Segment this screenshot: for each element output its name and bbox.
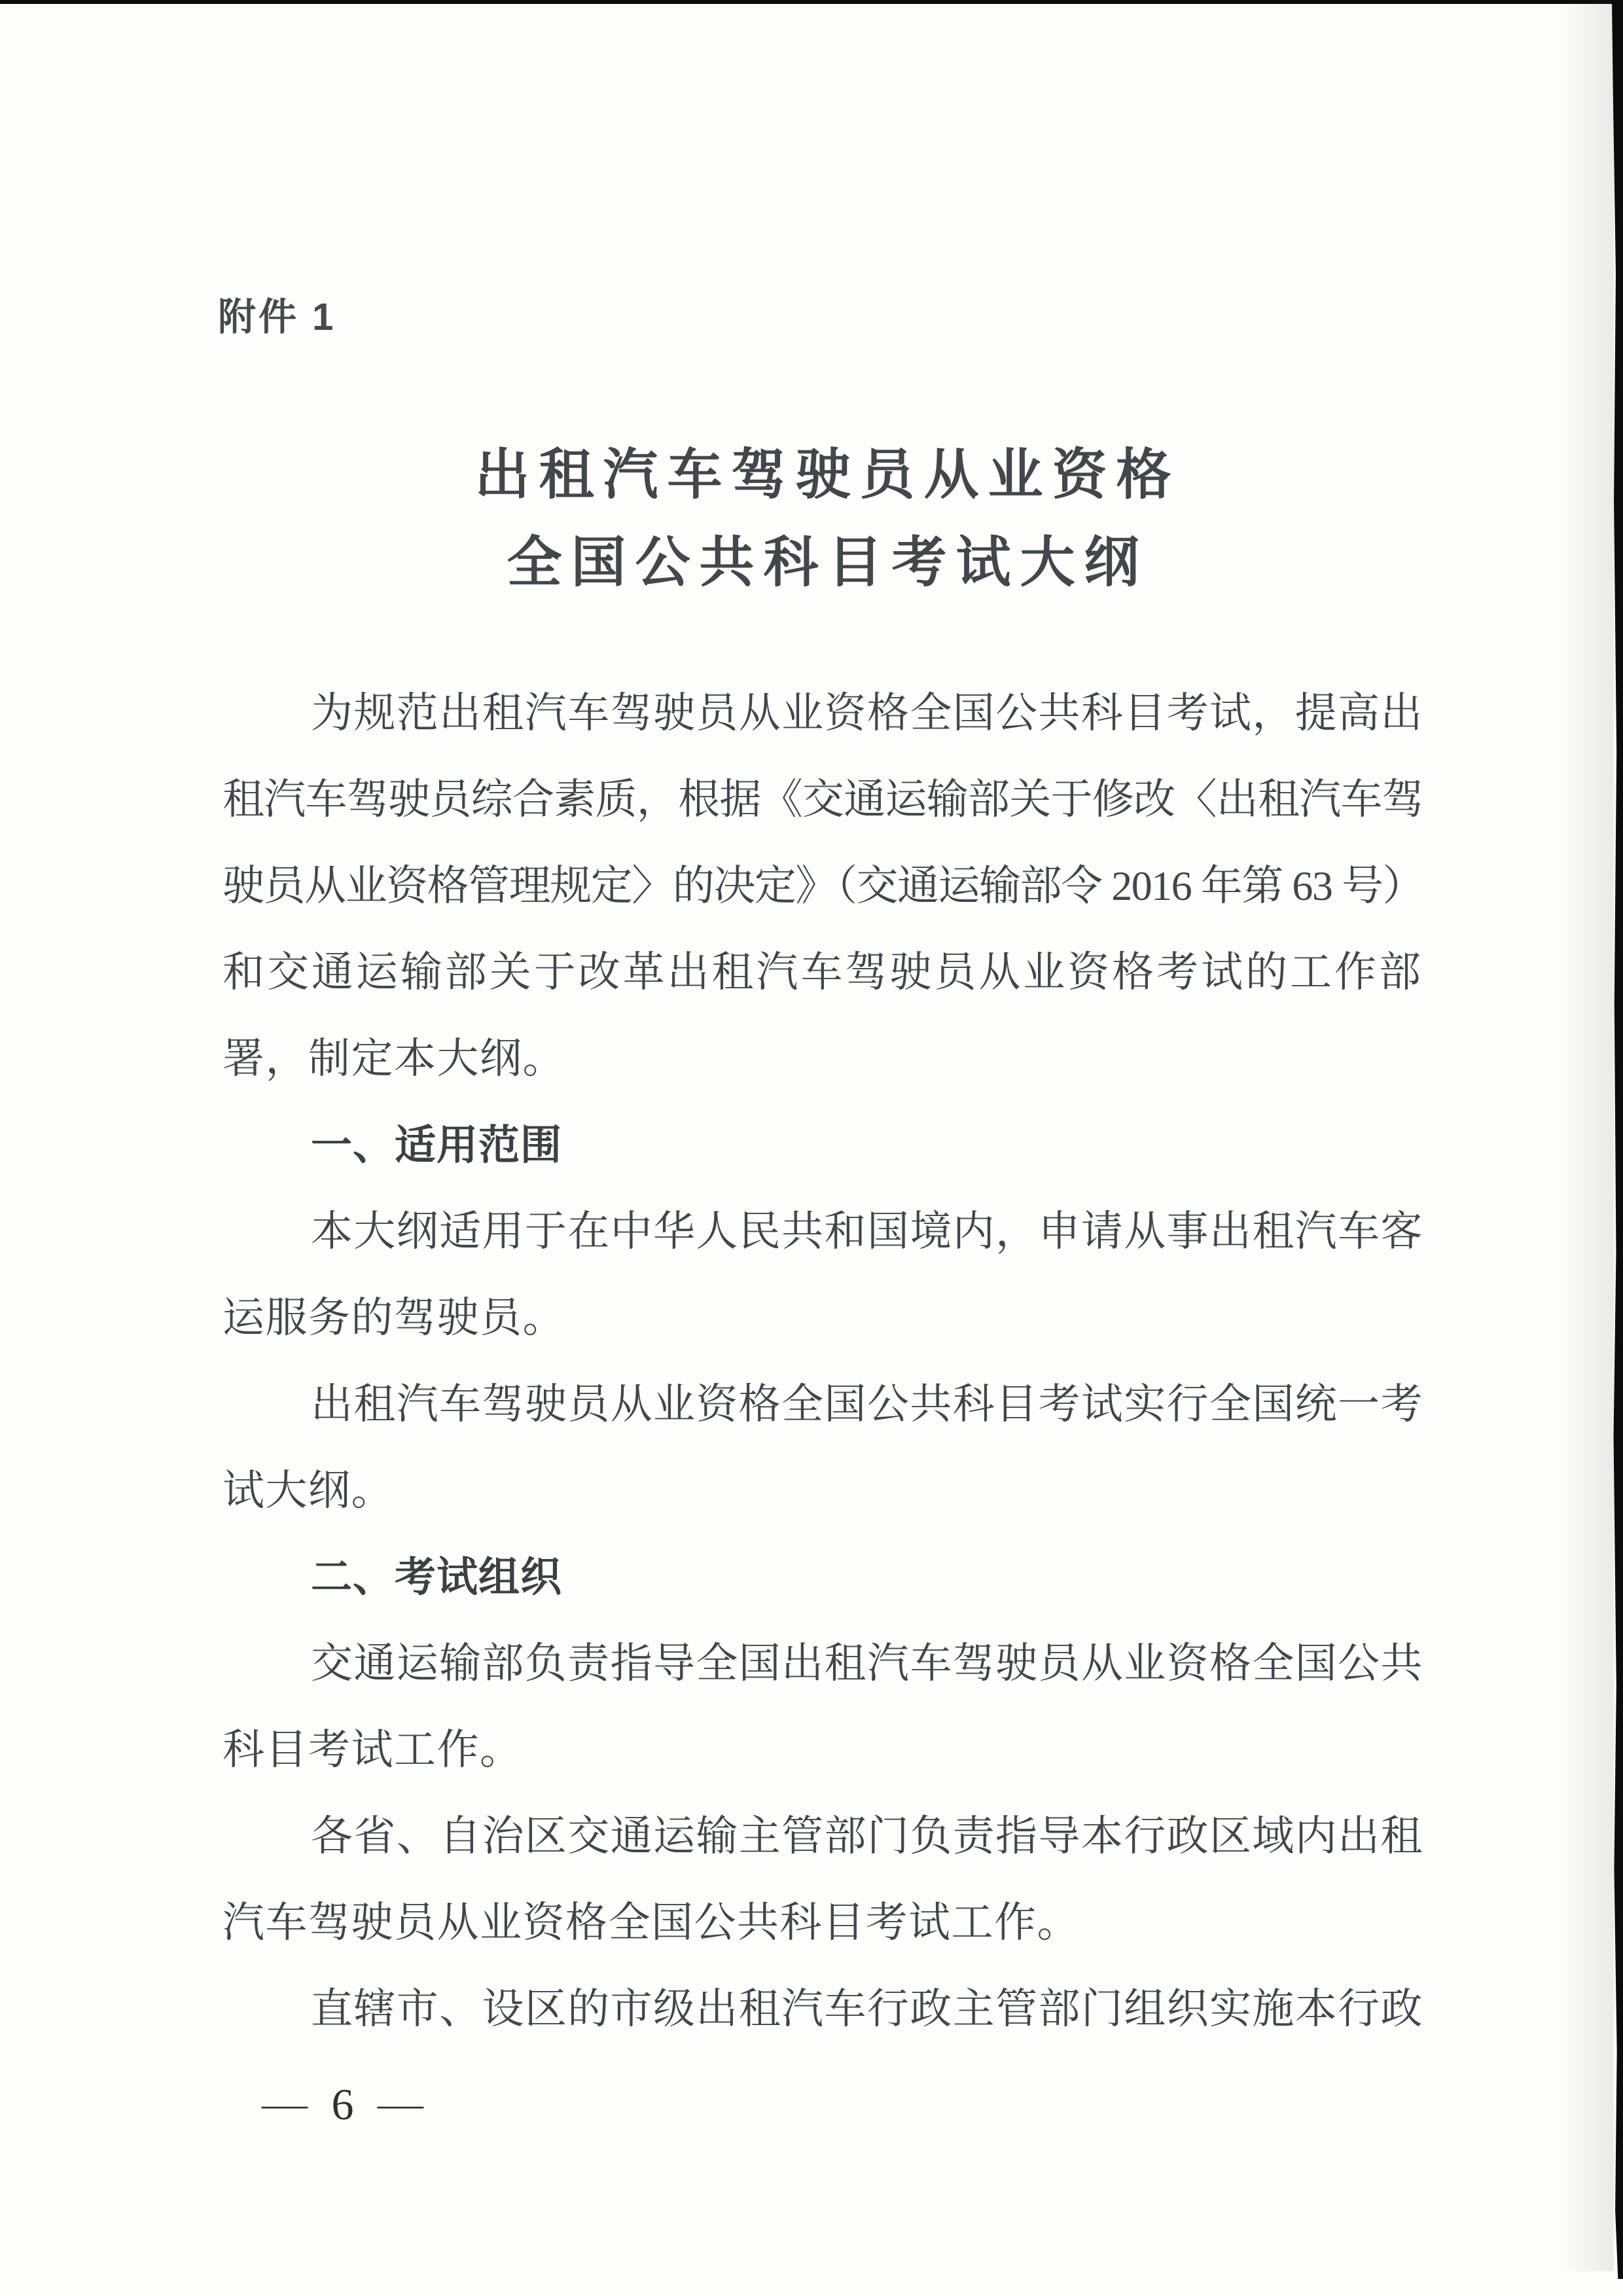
body-line: 试大纲。	[223, 1467, 394, 1514]
body-line: 运服务的驾驶员。	[223, 1295, 565, 1341]
page-number	[262, 2068, 423, 2140]
body-line: 直辖市、设区的市级出租汽车行政主管部门组织实施本行政	[311, 1986, 1423, 2032]
body-line: 交通运输部负责指导全国出租汽车驾驶员从业资格全国公共	[311, 1640, 1423, 1687]
document-title-line-2: 全国公共科目考试大纲	[507, 533, 1149, 594]
section-heading: 二、考试组织	[311, 1554, 562, 1600]
page-number-dash-left: —	[262, 2084, 308, 2125]
document-title	[223, 432, 1423, 607]
scan-border-top	[0, 0, 1623, 4]
body-line: 出租汽车驾驶员从业资格全国公共科目考试实行全国统一考	[311, 1381, 1423, 1427]
body-line: 本大纲适用于在中华人民共和国境内，申请从事出租汽车客	[311, 1208, 1423, 1255]
body-line: 为规范出租汽车驾驶员从业资格全国公共科目考试，提高出	[311, 690, 1423, 736]
body-line: 各省、自治区交通运输主管部门负责指导本行政区域内出租	[311, 1813, 1423, 1859]
document-title-line-1: 出租汽车驾驶员从业资格	[474, 445, 1181, 506]
body-line: 和交通运输部关于改革出租汽车驾驶员从业资格考试的工作部	[223, 949, 1423, 996]
body-line: 驶员从业资格管理规定〉的决定》（交通运输部令 2016 年第 63 号）	[223, 863, 1424, 909]
page-number-dash-right: —	[378, 2084, 423, 2125]
body-line: 租汽车驾驶员综合素质，根据《交通运输部关于修改〈出租汽车驾	[223, 776, 1424, 823]
page-number-value: 6	[331, 2079, 354, 2129]
body-line: 汽车驾驶员从业资格全国公共科目考试工作。	[223, 1899, 1080, 1946]
document-body	[223, 670, 1423, 2053]
body-line: 科目考试工作。	[223, 1727, 523, 1773]
attachment-label: 附件 1	[218, 296, 336, 338]
section-heading: 一、适用范围	[311, 1122, 562, 1168]
scan-edge-shadow	[1561, 0, 1614, 2271]
body-line: 署，制定本大纲。	[223, 1035, 565, 1082]
